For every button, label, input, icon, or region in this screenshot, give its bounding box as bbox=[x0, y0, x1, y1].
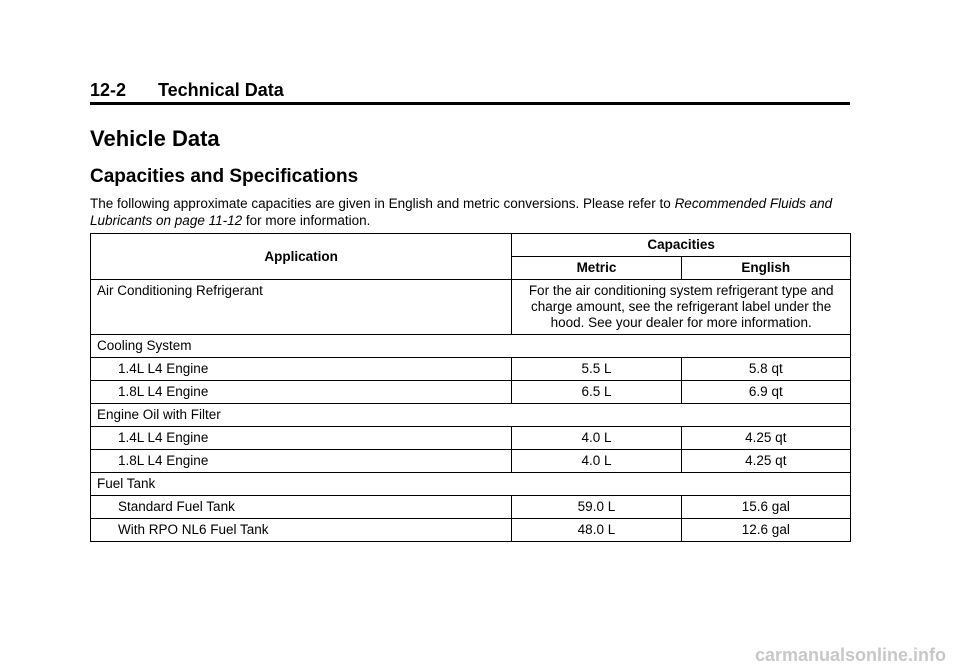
page-header bbox=[90, 80, 850, 101]
intro-text-before: The following approximate capacities are given in English and metric conversions. Please refer to bbox=[90, 196, 675, 211]
row-metric: 5.5 L bbox=[512, 358, 681, 381]
watermark: carmanualsonline.info bbox=[754, 645, 946, 665]
row-metric: 48.0 L bbox=[512, 519, 681, 542]
row-label: 1.8L L4 Engine bbox=[91, 450, 512, 473]
ac-label: Air Conditioning Refrigerant bbox=[91, 280, 512, 335]
engine-oil-label: Engine Oil with Filter bbox=[91, 404, 851, 427]
row-english: 12.6 gal bbox=[681, 519, 850, 542]
capacities-table bbox=[90, 233, 851, 542]
table-group-row bbox=[91, 404, 851, 427]
row-metric: 59.0 L bbox=[512, 496, 681, 519]
row-label: 1.4L L4 Engine bbox=[91, 358, 512, 381]
ac-note: For the air conditioning system refrigerant type and charge amount, see the refrigerant label under the hood. See your dealer for more information. bbox=[512, 280, 851, 335]
table-group-row bbox=[91, 473, 851, 496]
header-rule bbox=[90, 102, 850, 105]
row-metric: 6.5 L bbox=[512, 381, 681, 404]
column-header-application: Application bbox=[91, 234, 512, 280]
section-title: Vehicle Data bbox=[90, 126, 220, 151]
row-label: With RPO NL6 Fuel Tank bbox=[91, 519, 512, 542]
table-group-row bbox=[91, 335, 851, 358]
row-english: 6.9 qt bbox=[681, 381, 850, 404]
table-row bbox=[91, 450, 851, 473]
row-label: 1.4L L4 Engine bbox=[91, 427, 512, 450]
row-english: 4.25 qt bbox=[681, 427, 850, 450]
row-label: 1.8L L4 Engine bbox=[91, 381, 512, 404]
column-header-capacities: Capacities bbox=[512, 234, 851, 257]
chapter-title: Technical Data bbox=[158, 80, 284, 100]
table-row bbox=[91, 358, 851, 381]
fuel-tank-label: Fuel Tank bbox=[91, 473, 851, 496]
row-metric: 4.0 L bbox=[512, 450, 681, 473]
intro-text-after: for more information. bbox=[242, 213, 371, 228]
page-number: 12-2 bbox=[90, 80, 127, 100]
row-english: 4.25 qt bbox=[681, 450, 850, 473]
column-header-english: English bbox=[681, 257, 850, 280]
column-header-metric: Metric bbox=[512, 257, 681, 280]
row-label: Standard Fuel Tank bbox=[91, 496, 512, 519]
row-english: 5.8 qt bbox=[681, 358, 850, 381]
table-row bbox=[91, 519, 851, 542]
row-english: 15.6 gal bbox=[681, 496, 850, 519]
table-header-row bbox=[91, 234, 851, 257]
cross-reference-link[interactable]: Recommended Fluids and Lubricants on page 11-12 bbox=[90, 196, 833, 228]
table-row bbox=[91, 496, 851, 519]
table-row bbox=[91, 427, 851, 450]
subsection-title: Capacities and Specifications bbox=[90, 166, 359, 187]
table-row bbox=[91, 381, 851, 404]
cooling-system-label: Cooling System bbox=[91, 335, 851, 358]
row-metric: 4.0 L bbox=[512, 427, 681, 450]
table-row bbox=[91, 280, 851, 335]
intro-paragraph bbox=[90, 195, 850, 229]
